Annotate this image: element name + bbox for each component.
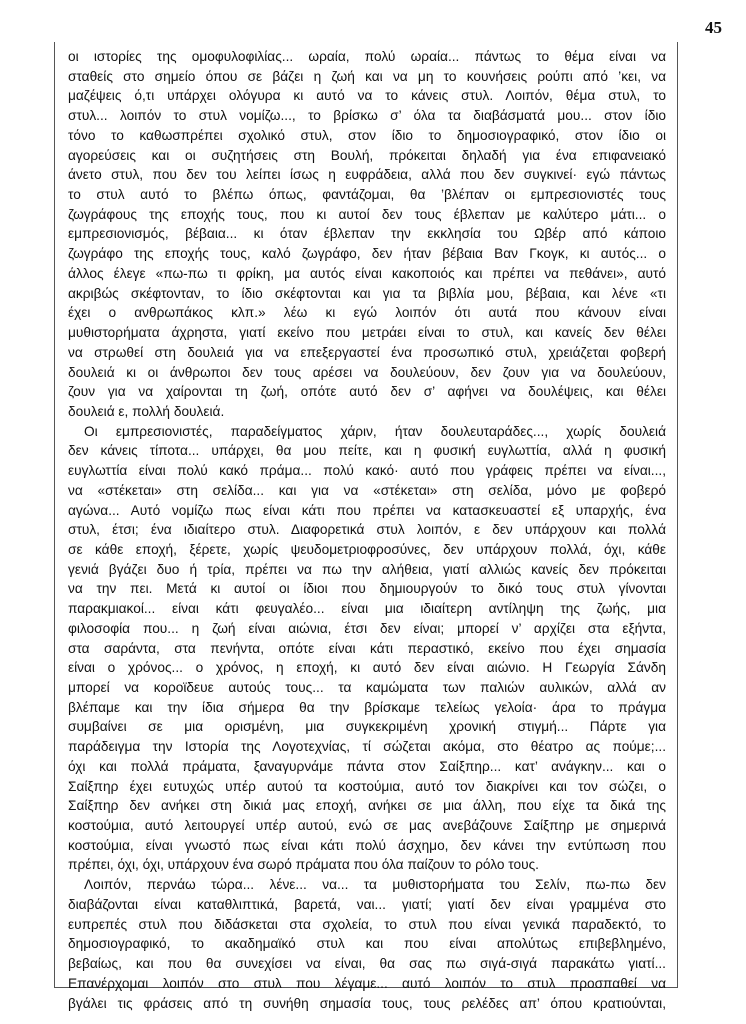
body-text [68, 47, 666, 1013]
text-line: άνετο στυλ, που δεν του λείπει ίσως η ευφράδεια, αλλά που δεν συγκινεί· εγώ πάντως [68, 167, 666, 183]
text-line: αγώνα... Αυτό νομίζω πως είναι κάτι που πρέπει να κατασκευαστεί εξ υπαρχής, ένα [68, 502, 666, 518]
text-line: κοστούμια, είναι γνωστό πως είναι κάτι πολύ άσχημο, δεν κάνει την εντύπωση που [68, 837, 666, 853]
text-line: βεβαίως, και που θα συνεχίσει να είναι, θα σας πω σιγά-σιγά παρακάτω γιατί... [68, 956, 666, 972]
page-number: 45 [705, 18, 722, 37]
text-line: Επανέρχομαι λοιπόν στο στυλ που λέγαμε... αυτό λοιπόν το στυλ προσπαθεί να [68, 975, 666, 991]
text-line: να «στέκεται» στη σελίδα... και για να «στέκεται» στη σελίδα, μόνο με φοβερό [68, 482, 666, 498]
text-line: φιλοσοφία που... η ζωή είναι αιώνια, έτσι δεν είναι; μπορεί ν’ αρχίζει στα εξήντα, [68, 620, 666, 636]
text-line: γενιά βγάζει δυο ή τρία, πρέπει να πω την αλήθεια, γιατί αλλιώς κανείς δεν πρόκειται [68, 561, 666, 577]
paragraph [68, 47, 666, 422]
text-line: κοστούμια, αυτό λειτουργεί υπέρ αυτού, ενώ σε μας ανεβάζουνε Σαίξπηρ με σημερινά [68, 818, 666, 834]
text-line: ζωγράφο της εποχής τους, καλό ζωγράφο, δεν ήταν βέβαια Βαν Γκογκ, κι αυτός... ο [68, 246, 666, 262]
text-line: εμπρεσιονισμός, βέβαια... κι όταν έβλεπαν την εκκλησία του Ωβέρ από κάποιο [68, 226, 666, 242]
text-line: σε κάθε εποχή, ξέρετε, χωρίς ψευδομετριοφροσύνες, δεν υπάρχουν πολλά, όχι, κάθε [68, 541, 666, 557]
text-line: οι ιστορίες της ομοφυλοφιλίας... ωραία, πολύ ωραία... πάντως το θέμα είναι να [68, 49, 666, 64]
text-line: βγάλει τις φράσεις από τη συνήθη σημασία τους, τους ρελέδες απ’ όπου κρατιούνται, [68, 995, 666, 1011]
paragraph [68, 875, 666, 1013]
text-line: συμβαίνει σε μια ορισμένη, μια συγκεκριμένη χρονική στιγμή... Πάρτε για [68, 719, 666, 735]
text-line: τόνο το καθωσπρέπει σχολικό στυλ, στον ίδιο το δημοσιογραφικό, στον ίδιο οι [68, 127, 666, 143]
text-line: ευπρεπές στυλ που διδάσκεται στα σχολεία, το στυλ που είναι γενικά παραδεκτό, το [68, 916, 666, 932]
text-line: μαζέψεις ό,τι υπάρχει ολόγυρα κι αυτό να το κάνεις στυλ. Λοιπόν, θέμα στυλ, το [68, 88, 666, 104]
text-line: δημοσιογραφικό, το ακαδημαϊκό στυλ και που είναι απολύτως επιβεβλημένο, [68, 936, 666, 952]
text-line: μπορεί να κοροϊδευε αυτούς τους... τα καμώματα των παλιών αυλικών, αλλά αν [68, 680, 666, 695]
text-line: να την πει. Μετά κι αυτοί οι ίδιοι που δημιουργούν το δικό τους στυλ γίνονται [68, 581, 666, 597]
text-line: πρέπει, όχι, όχι, υπάρχουν ένα σωρό πράματα που όλα παίζουν το ρόλο τους. [68, 857, 539, 873]
text-line: να στρωθεί στη δουλειά για να επεξεργαστεί ένα προσωπικό στυλ, χρειάζεται φοβερή [68, 344, 666, 360]
text-line: στα σαράντα, στα πενήντα, οπότε είναι κάτι περαστικό, εκείνο που έχει σημασία [68, 640, 666, 656]
text-line: έχει ο ανθρωπάκος κλπ.» λέω κι εγώ λοιπόν ότι αυτά που κάνουν είναι [68, 305, 666, 321]
text-line: μυθιστορήματα άχρηστα, γιατί εκείνο που μετράει είναι το στυλ, και κανείς δεν θέλει [68, 325, 666, 341]
text-line: παρακμιακοί... είναι κάτι φευγαλέο... είναι μια ιδιαίτερη αντίληψη της ζωής, μια [68, 601, 666, 617]
text-line: στυλ, έτσι; ένα ιδιαίτερο στυλ. Διαφορετικά στυλ λοιπόν, ε δεν υπάρχουν και πολλά [68, 522, 666, 538]
text-line: βλέπαμε και την ίδια σήμερα θα την βρίσκαμε τελείως γελοία· άρα το πράγμα [68, 699, 666, 715]
paragraph [68, 422, 666, 876]
text-line: Οι εμπρεσιονιστές, παραδείγματος χάριν, ήταν δουλευταράδες..., χωρίς δουλειά [84, 423, 666, 439]
text-line: ζωγράφους της εποχής τους, που κι αυτοί δεν τους έβλεπαν με καλύτερο μάτι... ο [68, 206, 666, 222]
text-line: άλλος έλεγε «πω-πω τι φρίκη, μα αυτός είναι κακοποιός και πρέπει να πεθάνει», αυτό [68, 265, 666, 281]
text-line: παράδειγμα την Ιστορία της Λογοτεχνίας, τί σώζεται ακόμα, στο θέατρο ας πούμε;... [68, 739, 666, 755]
text-line: Σαίξπηρ δεν ανήκει στη δικιά μας εποχή, ανήκει σε μια άλλη, που είχε τα δικά της [68, 798, 666, 814]
text-line: ζουν για να χαίρονται τη ζωή, οπότε αυτό δεν σ’ αφήνει να δουλέψεις, και θέλει [68, 384, 666, 400]
text-line: ακριβώς σκέφτονταν, το ίδιο σκέφτονται και για τα βιβλία μου, βέβαια, και λένε «τι [68, 285, 666, 301]
text-line: δεν κάνεις τίποτα... υπάρχει, θα μου πείτε, και η φυσική ευγλωττία, αλλά η φυσική [68, 443, 666, 459]
text-line: είναι ο χρόνος... ο χρόνος, η εποχή, κι αυτό δεν είναι αιώνιο. Η Γεωργία Σάνδη [68, 660, 666, 676]
text-line: σταθείς στο σημείο όπου σε βάζει η ζωή και να μη το κουνήσεις ρούπι από ’κει, να [68, 68, 666, 84]
text-line: το στυλ αυτό το βλέπω όπως, φαντάζομαι, θα ’βλέπαν οι εμπρεσιονιστές τους [68, 187, 666, 203]
text-line: αγορεύσεις και οι συζητήσεις στη Βουλή, πρόκειται δηλαδή για ένα επιφανειακό [68, 147, 666, 163]
text-line: διαβάζονται είναι καταθλιπτικά, βαρετά, ναι... γιατί; γιατί δεν είναι γραμμένα στο [68, 896, 666, 912]
text-line: Σαίξπηρ έχει ευτυχώς υπέρ αυτού τα κοστούμια, αυτό τον διακρίνει και τον σώζει, ο [68, 778, 666, 794]
text-line: Λοιπόν, περνάω τώρα... λένε... να... τα μυθιστορήματα του Σελίν, πω-πω δεν [84, 877, 666, 893]
text-line: δουλειά κι οι άνθρωποι δεν τους αρέσει να δουλεύουν, δεν ζουν για να δουλεύουν, [68, 364, 666, 380]
text-line: όχι και πολλά πράματα, ξαναγυρνάμε πάντα στον Σαίξπηρ... κατ’ ανάγκην... και ο [68, 758, 666, 774]
text-line: στυλ... λοιπόν το στυλ νομίζω..., το βρίσκω σ’ όλα τα διαβάσματά μου... στον ίδιο [68, 108, 666, 124]
text-line: ευγλωττία είναι πολύ κακό πράμα... πολύ κακό· αυτό που γράφεις πρέπει να είναι..., [68, 463, 666, 479]
text-line: δουλειά ε, πολλή δουλειά. [68, 403, 225, 419]
